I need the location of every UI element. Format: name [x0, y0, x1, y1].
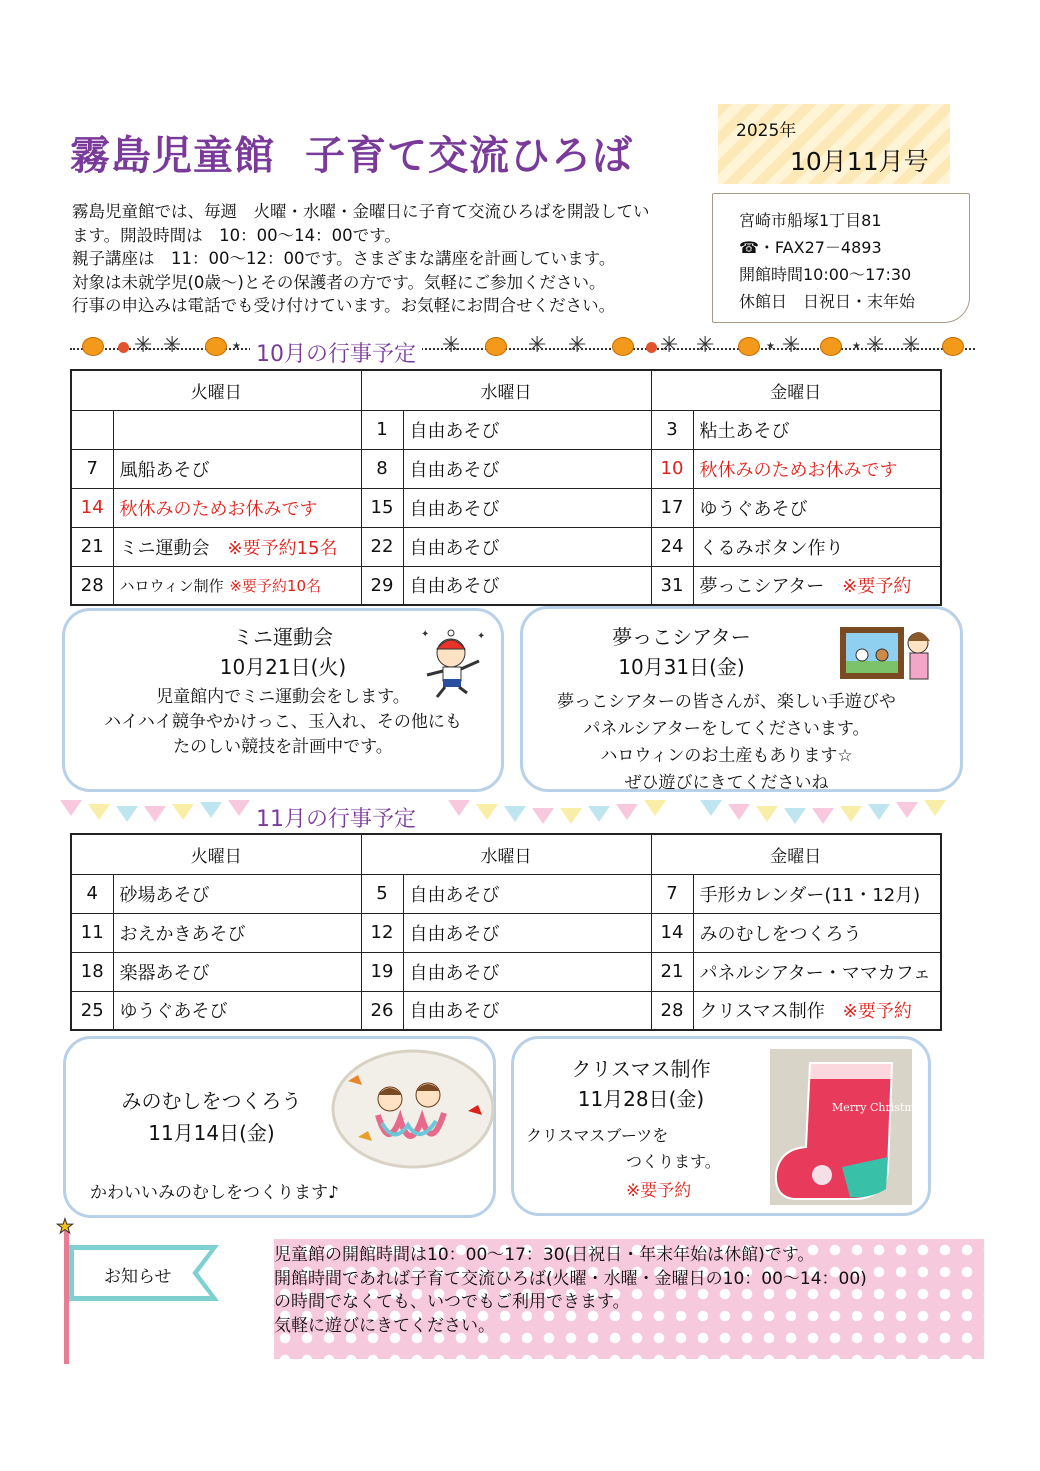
col-header-fri: 金曜日 [651, 834, 941, 874]
col-header-wed: 水曜日 [361, 834, 651, 874]
issue-year: 2025年 [736, 121, 797, 141]
phone-fax: ☎・FAX27－4893 [739, 238, 882, 257]
november-schedule-title: 11月の行事予定 [254, 802, 418, 833]
table-row: 25 ゆうぐあそび 26 自由あそび 28 クリスマス制作 ※要予約 [71, 991, 941, 1030]
event-description: かわいいみのむしをつくります♪ [90, 1183, 339, 1203]
star-icon: ★ [232, 341, 241, 352]
event-title: 夢っこシアター [612, 625, 751, 649]
event-description-2: つくります。 [626, 1152, 721, 1171]
intro-text: 霧島児童館では、毎週 火曜・水曜・金曜日に子育て交流ひろばを開設してい ます。開設時間は 10：00～14：00です。 親子講座は 11：00～12：00です。さまざまな講座を計画しています。 対象は未就学児(0歳～)とその保護者の方です。気軽にご参加ください。 行事の申込みは電話でも受け付けています。お気軽にお問合せください。 [72, 202, 650, 315]
spiderweb-icon: ✳ [902, 333, 921, 358]
table-row: 4 砂場あそび 5 自由あそび 7 手形カレンダー(11・12月) [71, 874, 941, 913]
notice-label: お知らせ [104, 1267, 172, 1287]
svg-text:Merry Christmas: Merry Christmas [832, 1101, 927, 1114]
spiderweb-icon: ✳ [782, 333, 801, 358]
col-header-fri: 金曜日 [651, 370, 941, 410]
facility-info [712, 193, 970, 323]
address: 宮崎市船塚1丁目81 [739, 211, 882, 230]
flag-pole [64, 1228, 69, 1364]
spiderweb-icon: ✳ [568, 333, 587, 358]
event-card-undokai [62, 608, 504, 792]
event-date: 11月14日(金) [148, 1121, 275, 1145]
col-header-wed: 水曜日 [361, 370, 651, 410]
issue-badge [718, 104, 950, 184]
star-icon: ★ [852, 341, 861, 352]
table-row: 28 ハロウィン制作 ※要予約10名 29 自由あそび 31 夢っこシアター ※要予約 [71, 566, 941, 605]
pumpkin-icon [820, 337, 842, 356]
pumpkin-icon [205, 337, 227, 356]
event-card-christmas [511, 1036, 931, 1216]
candy-icon [118, 342, 129, 353]
pumpkin-icon [612, 337, 634, 356]
november-schedule-table [70, 833, 942, 1031]
event-description: 児童館内でミニ運動会をします。 ハイハイ競争やかけっこ、玉入れ、その他にも たのしい競技を計画中です。 [104, 687, 462, 757]
event-title: ミニ運動会 [233, 625, 333, 649]
opening-hours: 開館時間10:00～17:30 [739, 265, 912, 284]
event-date: 10月21日(火) [219, 655, 347, 679]
event-date: 10月31日(金) [618, 655, 745, 679]
candy-icon [646, 342, 657, 353]
issue-months: 10月11月号 [790, 147, 929, 176]
event-date: 11月28日(金) [577, 1087, 705, 1111]
pumpkin-icon [82, 337, 104, 356]
col-header-tue: 火曜日 [71, 370, 361, 410]
event-card-theater [520, 606, 963, 792]
star-icon: ★ [766, 341, 775, 352]
event-description: 夢っこシアターの皆さんが、楽しい手遊びや パネルシアターをしてくださいます。 ハロウィンのお土産もあります☆ ぜひ遊びにきてくださいね [557, 692, 896, 793]
spiderweb-icon: ✳ [134, 333, 153, 358]
reservation-note: ※要予約 [626, 1181, 692, 1201]
october-schedule-title: 10月の行事予定 [250, 337, 422, 368]
table-row: 7 風船あそび 8 自由あそび 10 秋休みのためお休みです [71, 449, 941, 488]
spiderweb-icon: ✳ [163, 333, 182, 358]
spiderweb-icon: ✳ [442, 333, 461, 358]
table-row: 1 自由あそび 3 粘土あそび [71, 410, 941, 449]
svg-text:✦: ✦ [421, 629, 430, 640]
star-icon: ★ [56, 1214, 74, 1238]
event-description-1: クリスマスブーツを [526, 1126, 669, 1145]
event-title: みのむしをつくろう [121, 1089, 302, 1113]
table-row: 14 秋休みのためお休みです 15 自由あそび 17 ゆうぐあそび [71, 488, 941, 527]
spiderweb-icon: ✳ [660, 333, 679, 358]
table-row: 21 ミニ運動会 ※要予約15名 22 自由あそび 24 くるみボタン作り [71, 527, 941, 566]
october-schedule-table [70, 369, 942, 606]
table-row: 11 おえかきあそび 12 自由あそび 14 みのむしをつくろう [71, 913, 941, 952]
svg-text:✦: ✦ [477, 631, 486, 642]
pumpkin-icon [485, 337, 507, 356]
pumpkin-icon [942, 337, 964, 356]
pumpkin-icon [738, 337, 760, 356]
event-card-minomushi [63, 1036, 496, 1218]
spiderweb-icon: ✳ [528, 333, 547, 358]
page-title: 霧島児童館 子育て交流ひろば [70, 133, 633, 179]
spiderweb-icon: ✳ [866, 333, 885, 358]
table-row: 18 楽器あそび 19 自由あそび 21 パネルシアター・ママカフェ [71, 952, 941, 991]
notice-text: 児童館の開館時間は10：00～17：30(日祝日・年末年始は休館)です。 開館時間であれば子育て交流ひろば(火曜・水曜・金曜日の10：00～14：00) の時間でなくても、いつでもご利用できます。 気軽に遊びにきてください。 [274, 1245, 867, 1336]
panel-theater-illustration [838, 617, 948, 687]
spiderweb-icon: ✳ [696, 333, 715, 358]
christmas-boot-photo [770, 1049, 927, 1205]
col-header-tue: 火曜日 [71, 834, 361, 874]
event-title: クリスマス制作 [571, 1057, 711, 1081]
closed-days: 休館日 日祝日・末年始 [739, 292, 916, 311]
